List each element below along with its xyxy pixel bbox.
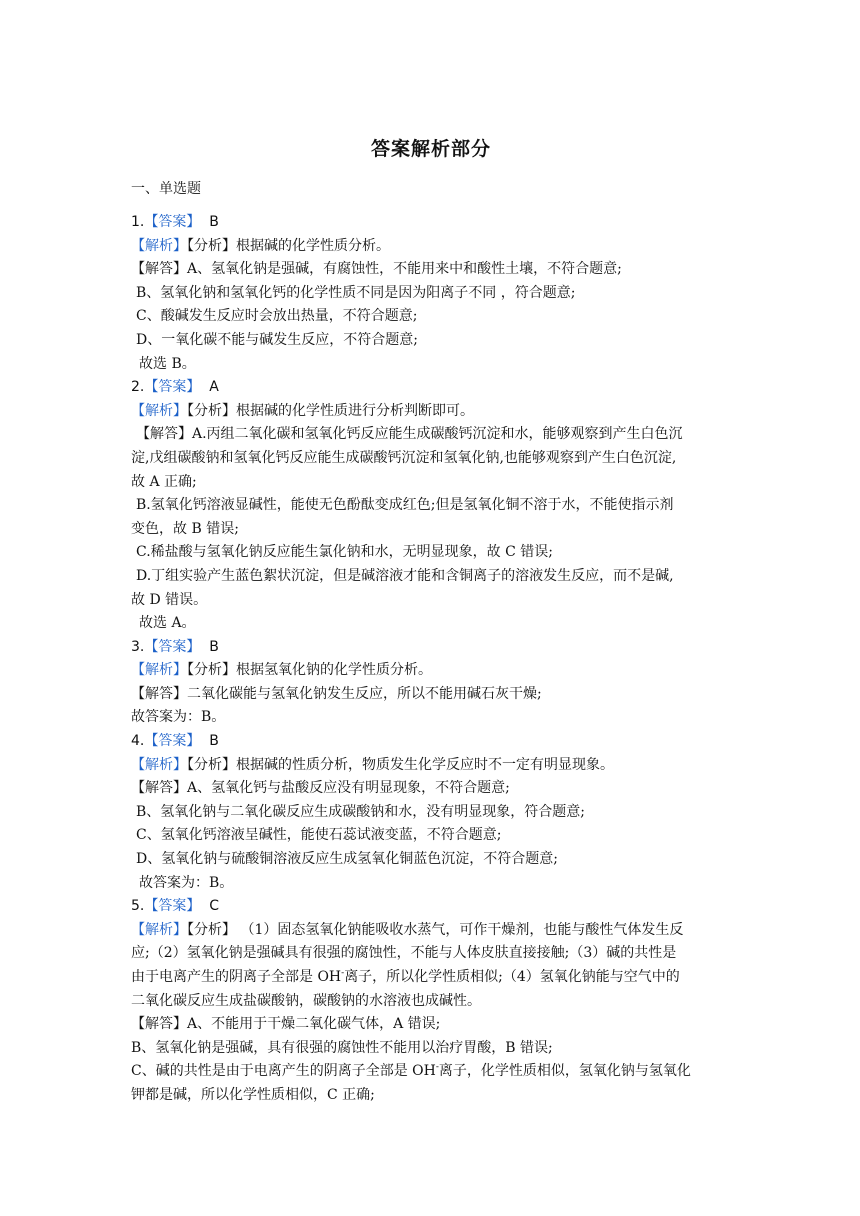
answer-label: 【答案】: [144, 898, 201, 915]
conclusion-line: 故答案为：B。: [131, 709, 226, 726]
analysis-line: [131, 400, 731, 424]
answer-value: B: [209, 733, 219, 750]
solution-label: 【解答】: [131, 685, 187, 702]
solution-line: D、氢氧化钠与硫酸铜溶液反应生成氢氧化铜蓝色沉淀，不符合题意;: [136, 851, 558, 868]
jiexi-label: 【解析】: [131, 402, 187, 419]
analysis-line: [131, 235, 731, 259]
solution-line: C、氢氧化钙溶液呈碱性，能使石蕊试液变蓝，不符合题意;: [136, 827, 502, 844]
conclusion-line: 故选 B。: [139, 355, 196, 372]
answer-label: 【答案】: [144, 638, 201, 655]
solution-line: C、酸碱发生反应时会放出热量，不符合题意;: [136, 308, 418, 325]
question-number: 5.: [131, 898, 145, 915]
jiexi-label: 【解析】: [131, 237, 187, 254]
analysis-line: [131, 966, 731, 990]
solution-line: 淀,戊组碳酸钠和氢氧化钙反应能生成碳酸钙沉淀和氢氧化钠,也能够观察到产生白色沉淀,: [131, 449, 677, 466]
answer-value: B: [209, 214, 219, 230]
analysis-text: 根据碱的化学性质进行分析判断即可。: [236, 402, 474, 419]
question-3: [131, 636, 731, 730]
analysis-text: 根据氢氧化钠的化学性质分析。: [236, 662, 432, 679]
solution-text: A、氢氧化钠是强碱，有腐蚀性，不能用来中和酸性土壤，不符合题意;: [187, 261, 622, 278]
answer-label: 【答案】: [144, 379, 201, 396]
analysis-label: 【分析】: [187, 402, 236, 419]
solution-label: 【解答】: [131, 780, 187, 797]
solution-line: 钾都是碱，所以化学性质相似，C 正确;: [131, 1086, 375, 1103]
jiexi-label: 【解析】: [131, 662, 187, 679]
superscript-minus: -: [341, 968, 345, 979]
solution-label: 【解答】: [136, 426, 192, 443]
solution-line: [131, 777, 731, 801]
answer-line: [131, 636, 731, 660]
solution-line: [131, 1060, 731, 1084]
analysis-line: 应;（2）氢氧化钠是强碱具有很强的腐蚀性，不能与人体皮肤直接接触;（3）碱的共性是: [131, 945, 677, 962]
solution-line: B、氢氧化钠和氢氧化钙的化学性质不同是因为阳离子不同 ，符合题意;: [136, 284, 576, 301]
jiexi-label: 【解析】: [131, 921, 187, 938]
solution-line: 故 D 错误。: [131, 591, 208, 608]
superscript-minus: -: [435, 1062, 439, 1073]
solution-line: [131, 423, 731, 447]
page-title: 答案解析部分: [370, 138, 491, 160]
solution-label: 【解答】: [131, 261, 187, 278]
solution-line: 变色，故 B 错误;: [131, 520, 239, 537]
answer-line: [131, 211, 731, 235]
solution-line: [131, 258, 731, 282]
solution-line: C.稀盐酸与氢氧化钠反应能生氯化钠和水，无明显现象，故 C 错误;: [136, 544, 553, 561]
conclusion-line: 故选 A。: [139, 615, 196, 632]
solution-line: 故 A 正确;: [131, 473, 197, 490]
solution-line: D、一氧化碳不能与碱发生反应，不符合题意;: [136, 331, 418, 348]
answer-value: A: [209, 379, 219, 396]
solution-label: 【解答】: [131, 1016, 187, 1033]
conclusion-line: 故答案为：B。: [139, 874, 234, 891]
solution-text: A.丙组二氧化碳和氢氧化钙反应能生成碳酸钙沉淀和水，能够观察到产生白色沉: [192, 426, 683, 443]
question-2: [131, 376, 731, 636]
analysis-line: [131, 754, 731, 778]
analysis-text: 离子，所以化学性质相似;（4）氢氧化钠能与空气中的: [344, 969, 680, 985]
question-5: [131, 895, 731, 1107]
section-heading: 一、单选题: [131, 181, 201, 197]
question-number: 2.: [131, 379, 145, 396]
solution-line: B.氢氧化钙溶液显碱性，能使无色酚酞变成红色;但是氢氧化铜不溶于水，不能使指示剂: [136, 497, 674, 514]
answer-document: [131, 134, 731, 1108]
answer-value: B: [209, 638, 219, 655]
solution-text: 离子，化学性质相似，氢氧化钠与氢氧化: [438, 1063, 691, 1080]
question-1: [131, 211, 731, 376]
answer-value: C: [209, 898, 220, 915]
question-number: 4.: [131, 733, 145, 750]
answer-line: [131, 376, 731, 400]
analysis-label: 【分析】: [187, 662, 236, 679]
analysis-label: 【分析】: [187, 237, 236, 254]
answer-label: 【答案】: [144, 733, 201, 750]
analysis-line: [131, 659, 731, 683]
solution-text: C、碱的共性是由于电离产生的阴离子全部是 OH: [131, 1063, 436, 1080]
analysis-text: 根据碱的化学性质分析。: [236, 237, 390, 254]
solution-text: 二氧化碳能与氢氧化钠发生反应，所以不能用碱石灰干燥;: [187, 685, 542, 702]
solution-line: B、氢氧化钠与二氧化碳反应生成碳酸钠和水，没有明显现象，符合题意;: [136, 803, 586, 820]
question-4: [131, 730, 731, 895]
analysis-text: 由于电离产生的阴离子全部是 OH: [131, 969, 342, 985]
analysis-label: 【分析】: [187, 756, 236, 773]
analysis-line: [131, 919, 731, 943]
jiexi-label: 【解析】: [131, 756, 187, 773]
solution-line: [131, 1013, 731, 1037]
analysis-line: 二氧化碳反应生成盐碳酸钠，碳酸钠的水溶液也成碱性。: [131, 992, 481, 1009]
question-number: 1.: [131, 214, 145, 230]
answer-line: [131, 730, 731, 754]
question-number: 3.: [131, 638, 145, 655]
analysis-text: 根据碱的性质分析，物质发生化学反应时不一定有明显现象。: [236, 756, 614, 773]
solution-line: [131, 683, 731, 707]
solution-line: B、氢氧化钠是强碱，具有很强的腐蚀性不能用以治疗胃酸，B 错误;: [131, 1039, 553, 1056]
solution-text: A、氢氧化钙与盐酸反应没有明显现象，不符合题意;: [187, 780, 510, 797]
solution-text: A、不能用于干燥二氧化碳气体，A 错误;: [187, 1016, 441, 1033]
answer-line: [131, 895, 731, 919]
analysis-label: 【分析】: [187, 921, 236, 938]
solution-line: D.丁组实验产生蓝色絮状沉淀，但是碱溶液才能和含铜离子的溶液发生反应，而不是碱,: [136, 567, 674, 584]
answer-label: 【答案】: [144, 214, 201, 230]
analysis-text: （1）固态氢氧化钠能吸收水蒸气，可作干燥剂，也能与酸性气体发生反: [236, 921, 684, 938]
